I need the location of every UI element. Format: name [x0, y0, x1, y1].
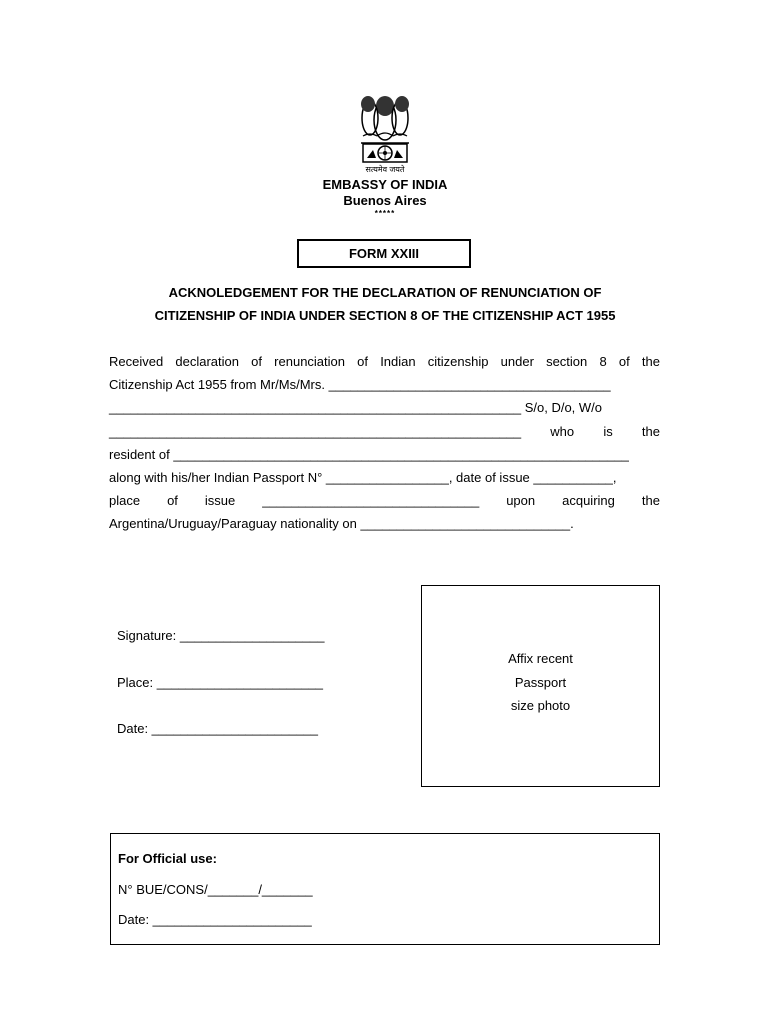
photo-box-label-3: size photo [510, 698, 571, 713]
body-line-4[interactable]: _________________________________________________________ who is the [109, 424, 660, 439]
body-line-5[interactable]: resident of _______________________________________________________________ [109, 447, 629, 462]
embassy-city: Buenos Aires [343, 193, 427, 208]
official-number-field[interactable]: N° BUE/CONS/_______/_______ [118, 882, 313, 897]
photo-box-label-2: Passport [514, 675, 567, 690]
date-field[interactable]: Date: _______________________ [117, 721, 318, 736]
place-field[interactable]: Place: _______________________ [117, 675, 324, 690]
body-line-1: Received declaration of renunciation of Indian citizenship under section 8 of the [109, 354, 660, 369]
photo-box-label-1: Affix recent [508, 651, 573, 666]
body-line-3[interactable]: _________________________________________________________ S/o, D/o, W/o [109, 400, 603, 415]
header-separator: ***** [374, 209, 396, 218]
official-use-title: For Official use: [118, 851, 217, 866]
embassy-name: EMBASSY OF INDIA [322, 177, 448, 192]
body-line-7[interactable]: place of issue ______________________________ upon acquiring the [109, 493, 660, 508]
form-number-box: FORM XXIII [297, 239, 471, 268]
emblem-motto: सत्यमेव जयते [365, 165, 405, 174]
official-date-field[interactable]: Date: ______________________ [118, 912, 312, 927]
body-line-6[interactable]: along with his/her Indian Passport N° _________________, date of issue ___________, [109, 470, 617, 485]
form-title-line-1: ACKNOLEDGEMENT FOR THE DECLARATION OF RENUNCIATION OF [168, 285, 602, 300]
body-line-8[interactable]: Argentina/Uruguay/Paraguay nationality on _____________________________. [109, 516, 574, 531]
signature-field[interactable]: Signature: ____________________ [117, 628, 325, 643]
form-title-line-2: CITIZENSHIP OF INDIA UNDER SECTION 8 OF THE CITIZENSHIP ACT 1955 [154, 308, 616, 323]
body-line-2[interactable]: Citizenship Act 1955 from Mr/Ms/Mrs. _______________________________________ [109, 377, 611, 392]
national-emblem-icon [355, 86, 415, 168]
